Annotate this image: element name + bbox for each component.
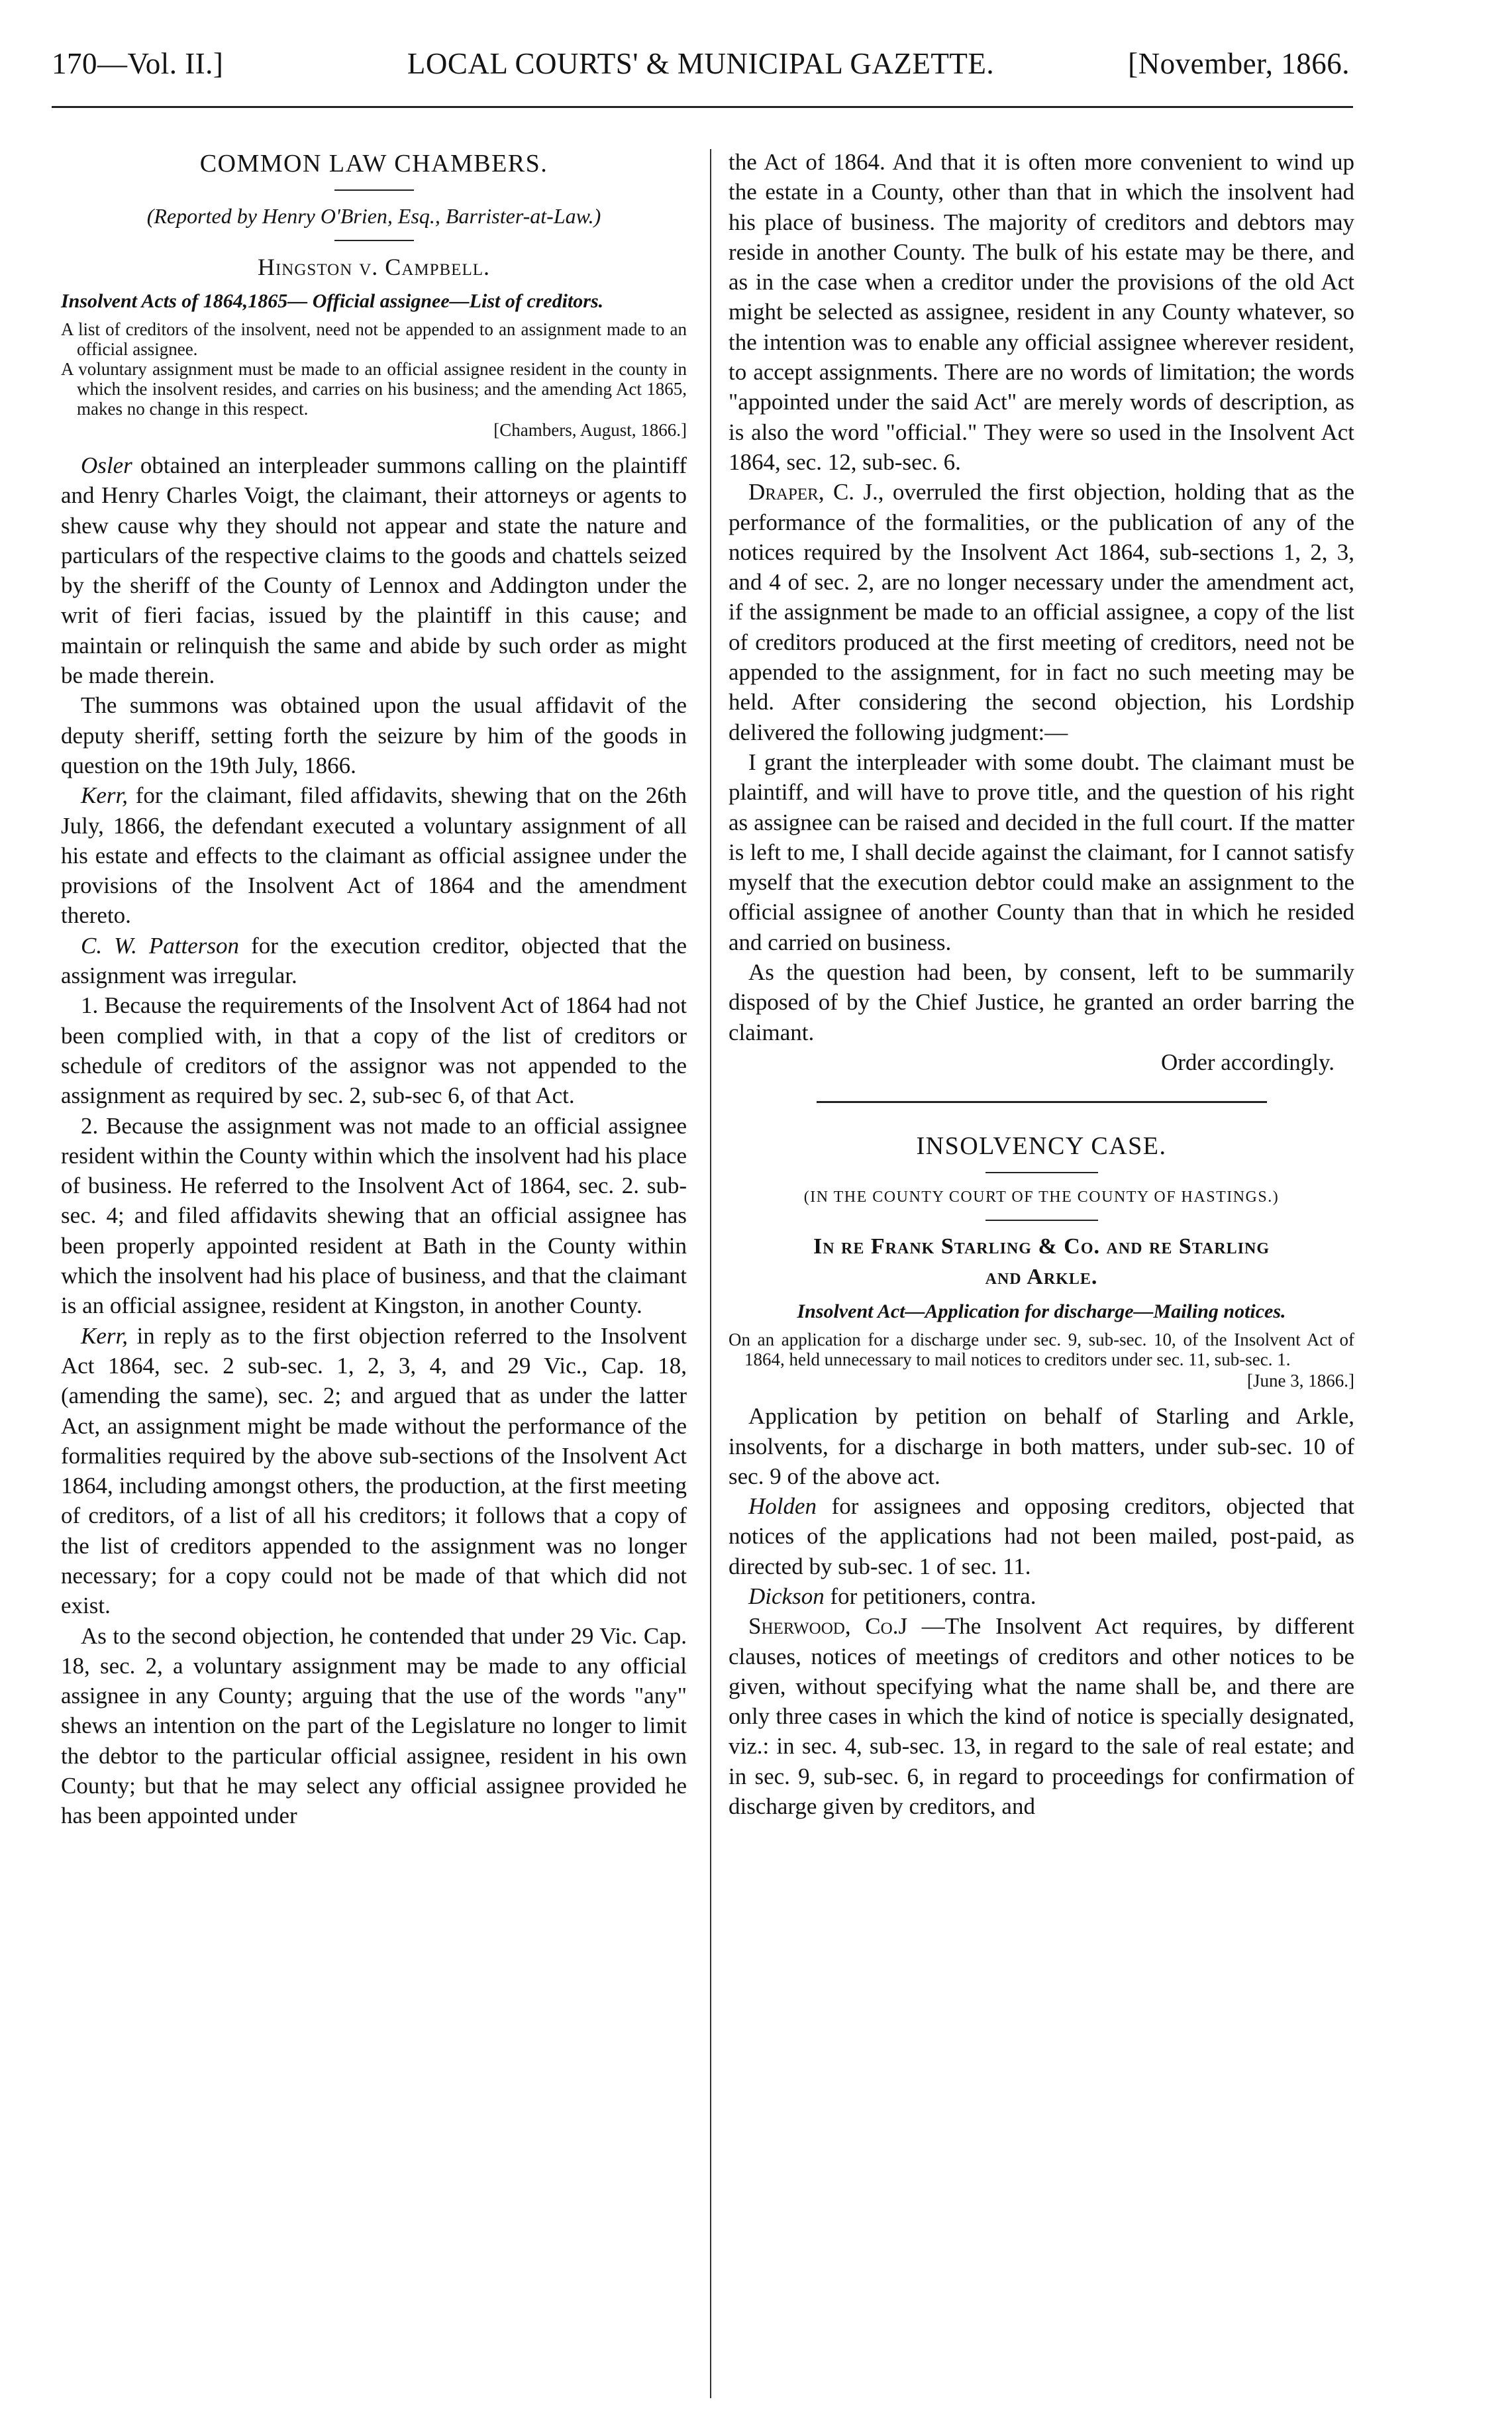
- paragraph: [729, 1581, 1354, 1611]
- headnote: A voluntary assignment must be made to an official assignee resident in the county in which the insolvent resides, and carries on his business; and the amending Act 1865, makes no change in this respect.: [61, 359, 687, 419]
- paragraph: [61, 931, 687, 991]
- paragraph-text: —The Insolvent Act requires, by different clauses, notices of meetings of creditors and other notices to be given, without specifying what the name shall be, and there are only three cases in which the kind of notice is specially designated, viz.: in sec. 4, sub-sec. 13, in regard to the sale of real estate; and in sec. 9, sub-sec. 6, in regard to proceedings for confirmation of discharge given by creditors, and: [729, 1613, 1354, 1820]
- counsel-name: Osler: [81, 452, 132, 478]
- counsel-name: Kerr,: [81, 1322, 128, 1349]
- page-volume: 170—Vol. II.]: [52, 47, 224, 80]
- paragraph-text: obtained an interpleader summons calling on the plaintiff and Henry Charles Voigt, the claimant, their attorneys or agents to shew cause why they should not appear and state the nature and particulars of the respective claims to the goods and chattels seized by the sheriff of the County of Lennox and Addington under the writ of fieri facias, issued by the plaintiff in this cause; and maintain or relinquish the same and abide by such order as might be made therein.: [61, 452, 687, 689]
- paragraph-text: The summons was obtained upon the usual affidavit of the deputy sheriff, setting forth the seizure by him of the goods in question on the 19th July, 1866.: [61, 692, 687, 778]
- headnote-date: [June 3, 1866.]: [1247, 1371, 1354, 1391]
- column-divider: [710, 149, 711, 2398]
- paragraph-text: for the claimant, filed affidavits, shewing that on the 26th July, 1866, the defendant executed a voluntary assignment of all his estate and effects to the claimant as official assignee under the provisions of the Insolvent Act of 1864 and the amendment thereto.: [61, 782, 687, 929]
- case-title: In re Frank Starling & Co. and re Starling: [813, 1234, 1270, 1259]
- paragraph: [61, 690, 687, 780]
- section-title: COMMON LAW CHAMBERS.: [199, 150, 548, 178]
- case-title-continued: and Arkle.: [985, 1265, 1098, 1290]
- paragraph-text: 1. Because the requirements of the Insolvent Act of 1864 had not been complied with, in that a copy of the list of creditors or schedule of creditors of the assignor was not appended to the assignment as required by sec. 2, sub-sec 6, of that Act.: [61, 992, 687, 1109]
- judge-name: Sherwood, Co.J: [748, 1613, 908, 1640]
- headnote: A list of creditors of the insolvent, need not be appended to an assignment made to an official assignee.: [61, 319, 687, 359]
- section-separator: [817, 1101, 1267, 1103]
- headnote-title: Insolvent Act—Application for discharge—Mailing notices.: [797, 1300, 1286, 1323]
- paragraph: [61, 1321, 687, 1621]
- section-title: INSOLVENCY CASE.: [916, 1132, 1167, 1161]
- counsel-name: Holden: [748, 1493, 817, 1520]
- paragraph-text: As the question had been, by consent, left to be summarily disposed of by the Chief Justice, he granted an order barring the claimant.: [729, 959, 1354, 1045]
- reporter-rule: [334, 240, 414, 241]
- paragraph: [729, 1611, 1354, 1821]
- judge-name: Draper, C. J.,: [748, 479, 884, 505]
- headnote-title: Insolvent Acts of 1864,1865— Official assignee—List of creditors.: [61, 290, 604, 312]
- publication-title: LOCAL COURTS' & MUNICIPAL GAZETTE.: [407, 47, 995, 80]
- paragraph-text: for petitioners, contra.: [824, 1583, 1036, 1609]
- running-header: [52, 46, 1350, 86]
- reporter-line: (Reported by Henry O'Brien, Esq., Barrister-at-Law.): [146, 204, 601, 228]
- headnote-list: [61, 319, 687, 419]
- order-line: Order accordingly.: [1160, 1049, 1335, 1075]
- paragraph-text: I grant the interpleader with some doubt. The claimant must be plaintiff, and will have to prove title, and the question of his right as assignee can be raised and decided in the full court. If the matter is left to me, I shall decide against the claimant, for I cannot satisfy myself that the execution debtor could make an assignment to the official assignee of another County than that in which he resided and carried on business.: [729, 749, 1354, 955]
- paragraph-text: As to the second objection, he contended that under 29 Vic. Cap. 18, sec. 2, a voluntary assignment may be made to any official assignee in any County; arguing that the use of the words "any" shews an intention on the part of the Legislature no longer to limit the debtor to the particular official assignee, resident in his own County; but that he may select any official assignee provided he has been appointed under: [61, 1622, 687, 1829]
- paragraph: [729, 747, 1354, 957]
- title-rule: [334, 189, 414, 191]
- paragraph: [729, 1401, 1354, 1491]
- right-column: [729, 147, 1354, 1821]
- counsel-name: Dickson: [748, 1583, 825, 1609]
- left-column: [61, 147, 687, 1831]
- paragraph: [61, 450, 687, 690]
- paragraph-text: for assignees and opposing creditors, objected that notices of the applications had not been mailed, post-paid, as directed by sub-sec. 1 of sec. 11.: [729, 1493, 1354, 1579]
- paragraph-text: for the execution creditor, objected that the assignment was irregular.: [61, 932, 687, 989]
- case-title: Hingston v. Campbell.: [257, 254, 490, 280]
- headnote-date: [Chambers, August, 1866.]: [493, 420, 687, 440]
- paragraph: [729, 477, 1354, 747]
- paragraph: [729, 1491, 1354, 1581]
- paragraph: [61, 1621, 687, 1831]
- issue-date: [November, 1866.: [1128, 47, 1350, 80]
- paragraph-text: Application by petition on behalf of Starling and Arkle, insolvents, for a discharge in both matters, under sub-sec. 10 of sec. 9 of the above act.: [729, 1403, 1354, 1489]
- paragraph: [61, 780, 687, 930]
- paragraph: [729, 957, 1354, 1047]
- paragraph-text: 2. Because the assignment was not made to an official assignee resident within the County within which the insolvent had his place of business. He referred to the Insolvent Act of 1864, sec. 2. sub-sec. 4; and filed affidavits shewing that an official assignee has been properly appointed resident at Bath in the County within which the insolvent had his place of business, and that the claimant is an official assignee, resident at Kingston, in another County.: [61, 1112, 687, 1319]
- counsel-name: Kerr,: [81, 782, 128, 809]
- title-rule: [985, 1172, 1098, 1173]
- paragraph: [61, 990, 687, 1110]
- headnote: On an application for a discharge under sec. 9, sub-sec. 10, of the Insolvent Act of 1864, held unnecessary to mail notices to creditors under sec. 11, sub-sec. 1.: [729, 1330, 1354, 1370]
- counsel-name: C. W. Patterson: [81, 932, 240, 959]
- paragraph-text: in reply as to the first objection referred to the Insolvent Act 1864, sec. 2 sub-sec. 1, 2, 3, 4, and 29 Vic., Cap. 18, (amending the same), sec. 2; and argued that as under the latter Act, an assignment might be made without the performance of the formalities required by the above sub-sections of the Insolvent Act 1864, including amongst others, the production, at the first meeting of creditors, of a list of all his creditors; it follows that a copy of the list of creditors appended to the assignment was no longer necessary; for a copy could not be made of that which did not exist.: [61, 1322, 687, 1619]
- court-line: (IN THE COUNTY COURT OF THE COUNTY OF HASTINGS.): [803, 1188, 1280, 1206]
- paragraph-text: overruled the first objection, holding that as the performance of the formalities, or the publication of any of the notices required by the Insolvent Act 1864, sub-sections 1, 2, 3, and 4 of sec. 2, are no longer necessary under the amendment act, if the assignment be made to an official assignee, a copy of the list of creditors produced at the first meeting of creditors, need not be appended to the assignment, for in fact no such meeting may be held. After considering the second objection, his Lordship delivered the following judgment:—: [729, 479, 1354, 745]
- header-rule: [52, 106, 1353, 108]
- paragraph: [729, 147, 1354, 477]
- court-rule: [985, 1220, 1098, 1221]
- paragraph-text: the Act of 1864. And that it is often more convenient to wind up the estate in a County, other than that in which the insolvent had his place of business. The majority of creditors and debtors may reside in another County. The bulk of his estate may be there, and as in the case when a creditor under the provisions of the old Act might be selected as assignee, resident in any County whatever, so the intention was to enable any official assignee wherever resident, to accept assignments. There are no words of limitation; the words "appointed under the said Act" are merely words of description, as is also the word "official." They were so used in the Insolvent Act 1864, sec. 12, sub-sec. 6.: [729, 149, 1354, 475]
- paragraph: [61, 1111, 687, 1321]
